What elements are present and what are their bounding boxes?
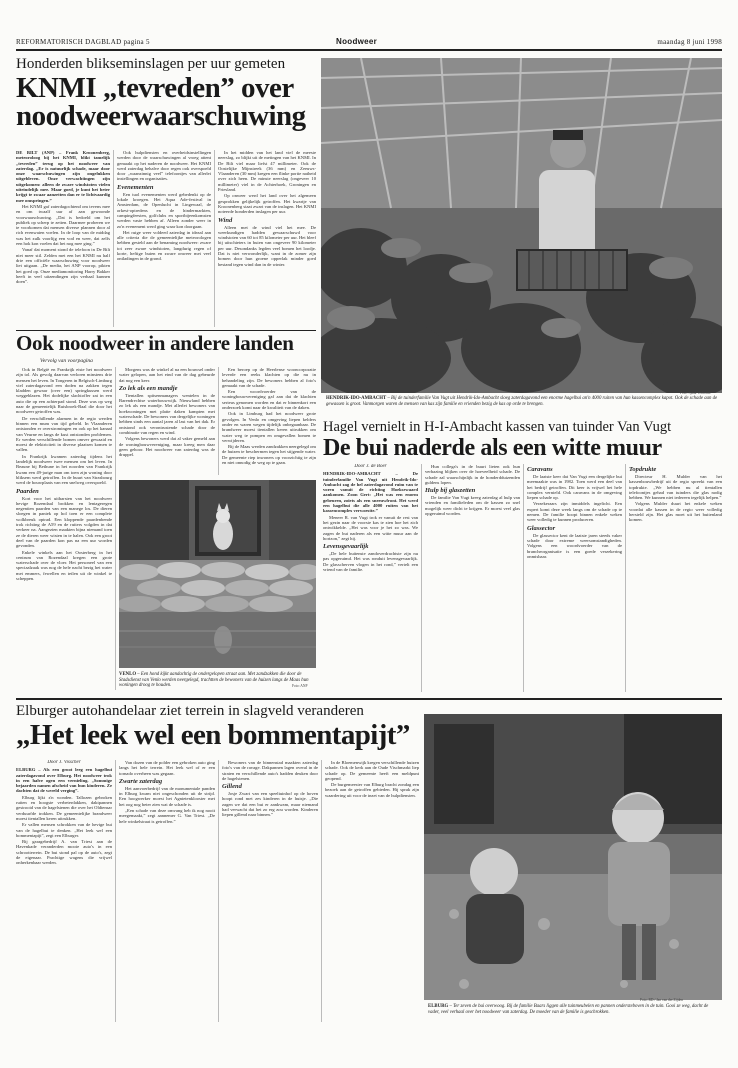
article4-column-4 (325, 760, 419, 1022)
column-divider (625, 464, 626, 692)
photo-venlo-caption-lead: VENLO (119, 672, 137, 677)
masthead-paper-name: REFORMATORISCH DAGBLAD pagina 5 (16, 38, 150, 46)
article2-column-1 (16, 367, 112, 690)
article3-paragraph: Verzekeraars zijn inmiddels ingelicht. Een expert komt deze week langs om de schade op te nemen. De familie hoopt binnen enkele weken weer volledig te kunnen produceren. (527, 501, 622, 523)
article2-paragraph: Enkele winkels aan het Oosterberg in het centrum van Rozendaal kregen een grote waterschade over de vloer. Het personeel van een speciaalzaak was nog de hele nacht bezig het water met emmers, fewellen en teilen uit de winkel te scheppen. (16, 549, 112, 581)
article2-column-2 (119, 367, 215, 475)
column-divider (214, 150, 215, 327)
article3-kicker: Hagel vernielt in H-I-Ambacht kassen van tuinder Van Vugt (323, 419, 672, 435)
article4-paragraph: Bij garagebedrijf A. van Triest aan de Havenkade veranderden mooie auto's in een schrootterrein. De bui stond pal op de auto's, zegt de eigenaar. Prachtige wagens die vrijwel onherkenbaar werden. (16, 839, 112, 866)
article3-lead: HENDRIK-IDO-AMBACHT – De tuinderfamilie Van Vugt uit Hendrik-Ido-Ambacht zag de hel zaterdagavond ruim van te voren vanuit de richting Hoeksewaard aankomen. Zoon Gert: „Het was een enorm gebeuren, zoiets als een sneeuwfront. Het werd een hagelbui die alle 4000 ruiten van het kassencomplex verwoestte.” (323, 471, 418, 514)
article1-paragraph: Vanaf dat moment stond de telefoon in De Bilt niet meer stil. Zelden met een het KNMI nu half drie een officiële waarschuwing voor noodweer liet uitgaan. „De media, het ANP voorop, pikten het goed op. Onze mediamonitoring Harry Bakker heeft in veel uitzendingen zijn verhaal kunnen doen”. (16, 247, 110, 285)
article2-headline: Ook noodweer in andere landen (16, 331, 294, 355)
column-divider (321, 760, 322, 1022)
article4-paragraph: Van dozen van de polder een gebroken auto ging langs het hele terrein. Het leek wel of er een tornado overheen was gegaan. (119, 760, 215, 776)
article4-paragraph: „Een schade van deze omvang heb ik nog nooit meegemaakt,” zegt aannemer G. Van Triest. „De hele winkelstraat is getroffen.” (119, 808, 215, 824)
article4-paragraph: De burgemeester van Elburg bracht zondag een bezoek aan de getroffen gebieden. Hij sprak zijn waardering uit voor de inzet van de hulpdiensten. (325, 782, 419, 798)
article3-paragraph: De familie Van Vugt kreeg zaterdag al hulp van vrienden en familieleden om de kassen zo snel mogelijk weer dicht te krijgen. Er moest veel glas opgeruimd worden. (425, 495, 520, 517)
article4-column-2 (119, 760, 215, 1022)
article4-headline: „Het leek wel een bommentapijt” (16, 719, 410, 751)
article3-column-4 (629, 464, 722, 692)
column-divider (218, 760, 219, 1022)
photo-greenhouse-credit: Foto: Sjaak Verboom (680, 391, 711, 395)
article1-headline (16, 72, 321, 132)
article3-subhead-levensgevaarlijk: Levensgevaarlijk (323, 543, 369, 551)
article3-byline: Door J. de Boer (354, 464, 387, 469)
article4-column-3 (222, 760, 318, 1022)
article2-paragraph: De verschillende alarmen in de regio werden binnen een mum van tijd gebeld. In Vlaanderen ontstonden er overstromingen en ook op het kanaal van Veurne en langs de kust ontstonden problemen. Er werden verschillende bomen omver gewaaid en moest de elektriciteit in diverse plaatsen komen te vallen. (16, 415, 112, 453)
article2-paragraph: Een beroep op de Heerlense wooncorporatie leverde een reeks klachten op die nu in behandeling zijn. De bewoners hebben al foto's gemaakt van de schade. (222, 367, 316, 388)
article1-subhead-evenementen: Evenementen (117, 183, 154, 191)
article2-paragraph: Ook in België en Frankrijk eiste het noodweer zijn tol. Als gevolg daarvan verloren minstens drie mensen het leven. In Tongeren in Belgisch-Limburg viel zaterdagavond een doden na zakken tegen kladden gewaar (over een) springkussen werd weggeblazen. Het dodelijke slachtoffer zat in een auto die op een achterpad stond. Deze was op weg naar de gemeentelijk Ruisbroek-Baal die door het noodweer getroffen was. (16, 367, 112, 415)
photo-greenhouse-caption (326, 396, 718, 407)
article3-paragraph: Volgens Mulder duurt het enkele weken voordat alle kassen in de regio weer volledig hersteld zijn. Het glas moet uit het buitenland komen. (629, 501, 722, 523)
article3-subhead-topdrukte: Topdrukte (629, 466, 657, 473)
article4-paragraph: Elburg lijkt z'n wonden. Tallozen gebroken ruiten en hoogste verbeterdakken, daktpannen gestrooid van de hagelstenen die over het Oldtensar verduurfde trokken. De gemeentelijke brandweer moest tientallen keren uitrukken. (16, 794, 112, 821)
article3-subhead-caravans: Caravans (527, 466, 553, 473)
column-divider (218, 367, 219, 475)
column-divider (115, 760, 116, 1022)
article2-continued: Vervolg van voorpagina (40, 358, 93, 364)
article3-subhead-glassector: Glassector (527, 524, 556, 532)
photo-elburg-children-image (424, 714, 722, 1000)
article1-paragraph: Het ruige weer voldeed zaterdag in ideaal aan alle criteria die de gemeentelijke meteorologen hebben gesteld aan de benaming noodweer: zware tot zeer zware windstoten, langdurig regen of korte, heftige buien en zware onweer met veel ontladingen in de grond. (117, 229, 211, 262)
article3-column-2 (425, 464, 520, 692)
article4-byline: Door J. Visscher (47, 760, 81, 765)
column-divider (421, 464, 422, 692)
photo-venlo-credit: Foto: ANP (292, 684, 308, 688)
photo-greenhouse (321, 58, 722, 393)
article2-paragraph: Kort voor het uitbarsten van het noodweer hevige Rozendaal brokken en lentageregen negentien paarden van een manege los. De dieren sloegen in paniek op hol toen er een complete wolkbreuk optrad. Een kloppende paardenbende trok richting de A59 en de ruiters volgden in dat verkeer na. Aangezien maakten bijna niemand toen ze de dieren weer wisten in te halen. Ook een groot deel van de paarden kon pas na een uur worden gevonden. (16, 495, 112, 549)
article3-headline: De bui naderde als een witte muur (323, 435, 662, 461)
section-rule (16, 698, 722, 700)
article3-paragraph: Directeur H. Mulder van het kassenbouwbedrijf uit de regio spreekt van een topdrukte. „We hebben nu al tientallen telefoontjes gehad van tuinders die glas nodig hebben. We kunnen niet iedereen tegelijk helpen.” (629, 474, 722, 501)
article1-column-2 (117, 150, 211, 327)
article2-paragraph: Ook in Limburg had het noodweer grote gevolgen. In Venlo en omgeving liepen kelders onder en waren wegen tijdelijk onbegaanbaar. De brandweer moest tientallen keren uitrukken om water weg te pompen en omgevallen bomen te verwijderen. (222, 411, 316, 443)
article1-paragraph: Alleen met de wind viel het mee. De weerkundigen hadden gewaarschuwd voor windstoten van 60 tot 85 kilometer per uur. Het bleef bij uitschieters in buien van ongeveer 90 kilometer per uur. Desondanks legden veel bomen het loodje. Dat is niet verwonderlijk, want in de zomer zijn bomen door hun groene opperlak minder goed bestand tegen wind dan in de winter. (218, 224, 316, 267)
article4-paragraph: In de Bloemenwijk kregen verschillende huizen schade. Ook de kerk aan de Oude Vischmarkt liep schade op. De gemeente heeft een meldpunt geopend. (325, 760, 419, 781)
article2-paragraph: In Frankrijk kwamen zaterdag tijdens het landelijk noodweer twee mensen om het leven. In Beaune bij Bethune in het noorden van Frankrijk kwam een 49-jarige man om toen zijn woning door bliksem werd getroffen. In de buurt van Strasbourg werd de bouwplaats van een snelweg overspoeld. (16, 453, 112, 486)
article1-subhead-wind: Wind (218, 216, 233, 224)
column-divider (523, 464, 524, 692)
masthead (16, 38, 722, 48)
article4-paragraph: Josje Zwart van een speeltuinhof op de hoven hoopt rond met zes kinderen in de huisje. „Die zagen we dat een bui er aankwam, maar niemand had verwacht dat het zo erg zou worden. Kinderen liepen gillend naar binnen.” (222, 791, 318, 818)
article4-paragraph: Er vallen mensen schrokken van de hevige bui van de hagelbui te denken. „Het leek wel een bommentapijt”, zegt een Elburger. (16, 822, 112, 838)
article1-headline-line2: noodweerwaarschuwing (16, 99, 306, 132)
article1-lead: DE BILT (ANP) – Frank Kroonenberg, meteoroloog bij het KNMI, blikt tamelijk „tevreden” terug op het noodweer van zaterdag. „Er is natuurlijk schade, maar door onze waarschuwingen zijn ongelukken uitgebleven. Onze verwachtingen zijn uitgekomen: alleen de zware windstoten vielen uiteindelijk mee. Maar goed, je kunt het beter krijgt te zwaar aanzetten dan er te lichtvaardig mee omspringen.” (16, 150, 110, 203)
article1-paragraph: Het KNMI gaf zaterdagochtend om tevens mee en om twaalf uur af aan gewoonde voorwaarschuwing. „Dat is bedoeld om het publiek op scherp te zetten. Daarmee proberen we te voorkomen dat mensen diverse plannen door al rich evenwaien voelen. In de loop van de middag was het zulk voorlijg een vod en weer, dat zelfs een hok kon voelen dat het nog mee ging.” (16, 203, 110, 247)
article2-paragraph: Een woordvoerder van de woningbouwvereniging gaf aan dat de klachten serieus genomen worden en dat er binnenkort een onderzoek komt naar de kwaliteit van de daken. (222, 389, 316, 411)
photo-greenhouse-caption-lead: HENDRIK-IDO-AMBACHT (326, 396, 387, 401)
article2-paragraph: Morgens was de winkel al na een bouwsel onder water gelopen, aan het eind van de dag gebeurde dat nog een keer. (119, 367, 215, 383)
article4-subhead-gillend: Gillend (222, 783, 242, 791)
article2-column-3 (222, 367, 316, 475)
photo-elburg-caption-text: – Ter zeven de bui overwoog. Bij de familie Baars liggen alle tuinmeubelen en pannen ondersteboven in de tuin. Gooi ze weg, dacht de vader, veel verhaal over het noodweer van zaterdag. De moeder van de familie is geschrokken. (428, 1004, 709, 1015)
photo-elburg-children (424, 714, 722, 1000)
article3-paragraph: De laatste keer dat Van Vugt een dergelijke bui meemaakte was in 1982. Toen werd een deel van het bedrijf getroffen. Dit keer is vrijwel het hele complex vernield. Ook caravans in de omgeving liepen schade op. (527, 474, 622, 501)
article3-paragraph: De glassector kent de laatste jaren steeds vaker schade door extreme weersomstandigheden. Volgens een woordvoerder van de brancheorganisatie is een goede verzekering onmisbaar. (527, 532, 622, 559)
column-divider (113, 150, 114, 327)
article4-paragraph: Het aanvoerbedrijf van de monumentale panden in Elburg kwam niet ongeschonden uit de strijd. Een hoogwerker moest het Agnietenklooster met het oog nog beter zien wat de schade is. (119, 785, 215, 807)
article3-column-1 (323, 464, 418, 692)
article1-kicker: Honderden blikseminslagen per uur gemeten (16, 56, 286, 72)
article1-column-3 (218, 150, 316, 327)
article4-lead: ELBURG – Als een groot leeg een hagelbui zaterdagavond over Elburg. Het noodweer trok in een halve ogen een vernieling. „Sommige bejaarden namen afscheid van hun kinderen. Ze dachten dat de wereld verging”. (16, 767, 112, 794)
masthead-date: maandag 8 juni 1998 (657, 38, 722, 46)
photo-venlo-dog (119, 480, 316, 668)
masthead-section: Noodweer (336, 37, 378, 46)
article2-subhead-paarden: Paarden (16, 487, 39, 495)
photo-elburg-caption-lead: ELBURG (428, 1004, 449, 1009)
article3-subhead-hulp: Hulp bij glaszetten (425, 487, 476, 495)
article1-paragraph: Ook hulpdiensten en overheidsinstellingen werden door de waarschuwingen al vroeg attent gemaakt op het naderen de noodweer. Het KNMI werd zaterdag behalve door regen ook overspoeld door „waanzinnig veel” telefoontjes van allerlei instellingen en organisaties. (117, 150, 211, 182)
article4-paragraph: Bewoners van de binnenstad maakten zaterdag foto's van de ravage. Dakpannen lagen overal in de straten en verschillende auto's hadden deuken door de hagelstenen. (222, 760, 318, 781)
article3-column-3 (527, 464, 622, 692)
article1-headline-line1: KNMI „tevreden” over (16, 72, 294, 104)
article2-paragraph: Volgens bewoners werd dat al vaker gemeld aan de woningbouwvereniging, maar kreeg men daar geen gehoor. Het noodweer van zaterdag was de druppel. (119, 436, 215, 458)
article4-kicker: Elburger autohandelaar ziet terrein in slagveld veranderen (16, 703, 364, 719)
article3-paragraph: Hun collega's in de buurt lieten ook hun verbazing blijken over de hoeveelheid schade. De schade zal waarschijnlijk in de honderdduizenden guldens lopen. (425, 464, 520, 485)
photo-venlo-dog-image (119, 480, 316, 668)
article1-paragraph: In het midden van het land viel de meeste neerslag, zo blijkt uit de metingen van het KNMI. In De Bilt viel maar liefst 47 millimeter. Ook de Oostelijke Mijnstreek (36 mm) en Zeeuws-Vlaanderen (30 mm) kregen een flinke portie natheid over zich heen. De minste neerslag (ongeveer 10 millimeter) viel in de Achterhoek, Groningen en Friesland. (218, 150, 316, 193)
photo-elburg-credit: Foto: RD / Jan van der Zijden (640, 998, 683, 1002)
article4-subhead-zwarte-zaterdag: Zwarte zaterdag (119, 777, 163, 785)
article2-paragraph: Bij de Maas werden zandzakken neergelegd om de huizen te beschermen tegen het stijgende water. De gemeente riep inwoners op voorzichtig te zijn en niet onnodig de weg op te gaan. (222, 444, 316, 466)
photo-venlo-caption-text: – Een hond kijkt aandachtig de ondergelopen straat aan. Met zandzakken die door de Stadsdienst van Venlo werden neergelegd, trachtten de bewoners van de huizen langs de Maas hun woningen droog te houden. (119, 672, 309, 688)
photo-elburg-caption (428, 1004, 720, 1015)
photo-greenhouse-caption-text: – Bij de tuinderfamilie Van Vugt uit Hendrik-Ido-Ambacht sloeg zaterdagavond een enorme hagelbui an'n 4000 ruiten van hun kassencomplex kapot. Ook de schade aan de gewassen is groot. Vanmorgen waren de mensen van kas zijn familie en vrienden bezig de kas op orde te brengen. (326, 396, 718, 407)
column-divider (115, 367, 116, 690)
photo-venlo-caption (119, 672, 316, 689)
article3-paragraph: „De hele buitenste zandoverdrachtste zijn nu pas opgeruimd. Het was ronduit levensgevaarlijk. De glasscherven vlogen in het rond,” vertelt een vriend van de familie. (323, 551, 418, 573)
article3-paragraph: Meneer R. van Vugt trok er vanuit de rest van het gezin naar de voorste kas te zien hoe het zich ontwikkelde. „Het was voor je het zo was. We zagen de bui naderen als een witte muur aan de horizon,” zegt hij. (323, 514, 418, 541)
article4-column-1 (16, 760, 112, 1022)
article1-column-1 (16, 150, 110, 327)
masthead-rule (16, 49, 722, 51)
photo-greenhouse-image (321, 58, 722, 393)
article2-subhead-mandje: Zo lek als een mandje (119, 384, 178, 392)
article1-paragraph: Een tuol evenementen werd gebedenkt op de lokale kroegen. Het Aqua Ade-festival in Amsterdam, de Openlucht in Lingewaal, de orkest-optredens en de hindermarkten, campingfeesten, golfclubs en sportbijeenkomsten werden vaste hebben af. Alleen zonder weer in zo'n evenement werd ging waar kon doorgaan. (117, 191, 211, 229)
article1-paragraph: Op onweer werd het land over het algemeen gesprokken gelijkelijk getroffen. Het kwartje van Kroonenberg staat zwart van de inslagen. Het KNMI noteerde honderden inslagen per uur. (218, 193, 316, 215)
article2-paragraph: Tientallen spitsenmanagers wentelen in de Barendrechtse waterbouwwijk. Nieuwland hebben zo lek als een mandje. Met allerlei bewoners van hoekwoningen met platte daken kampten met waterschade. De bewoners van dergelijke woningen hebben sinds een aantal jaren al last van het dak. Er ontstond ook verontrustende schade door de combinatie van regen en wind. (119, 392, 215, 435)
